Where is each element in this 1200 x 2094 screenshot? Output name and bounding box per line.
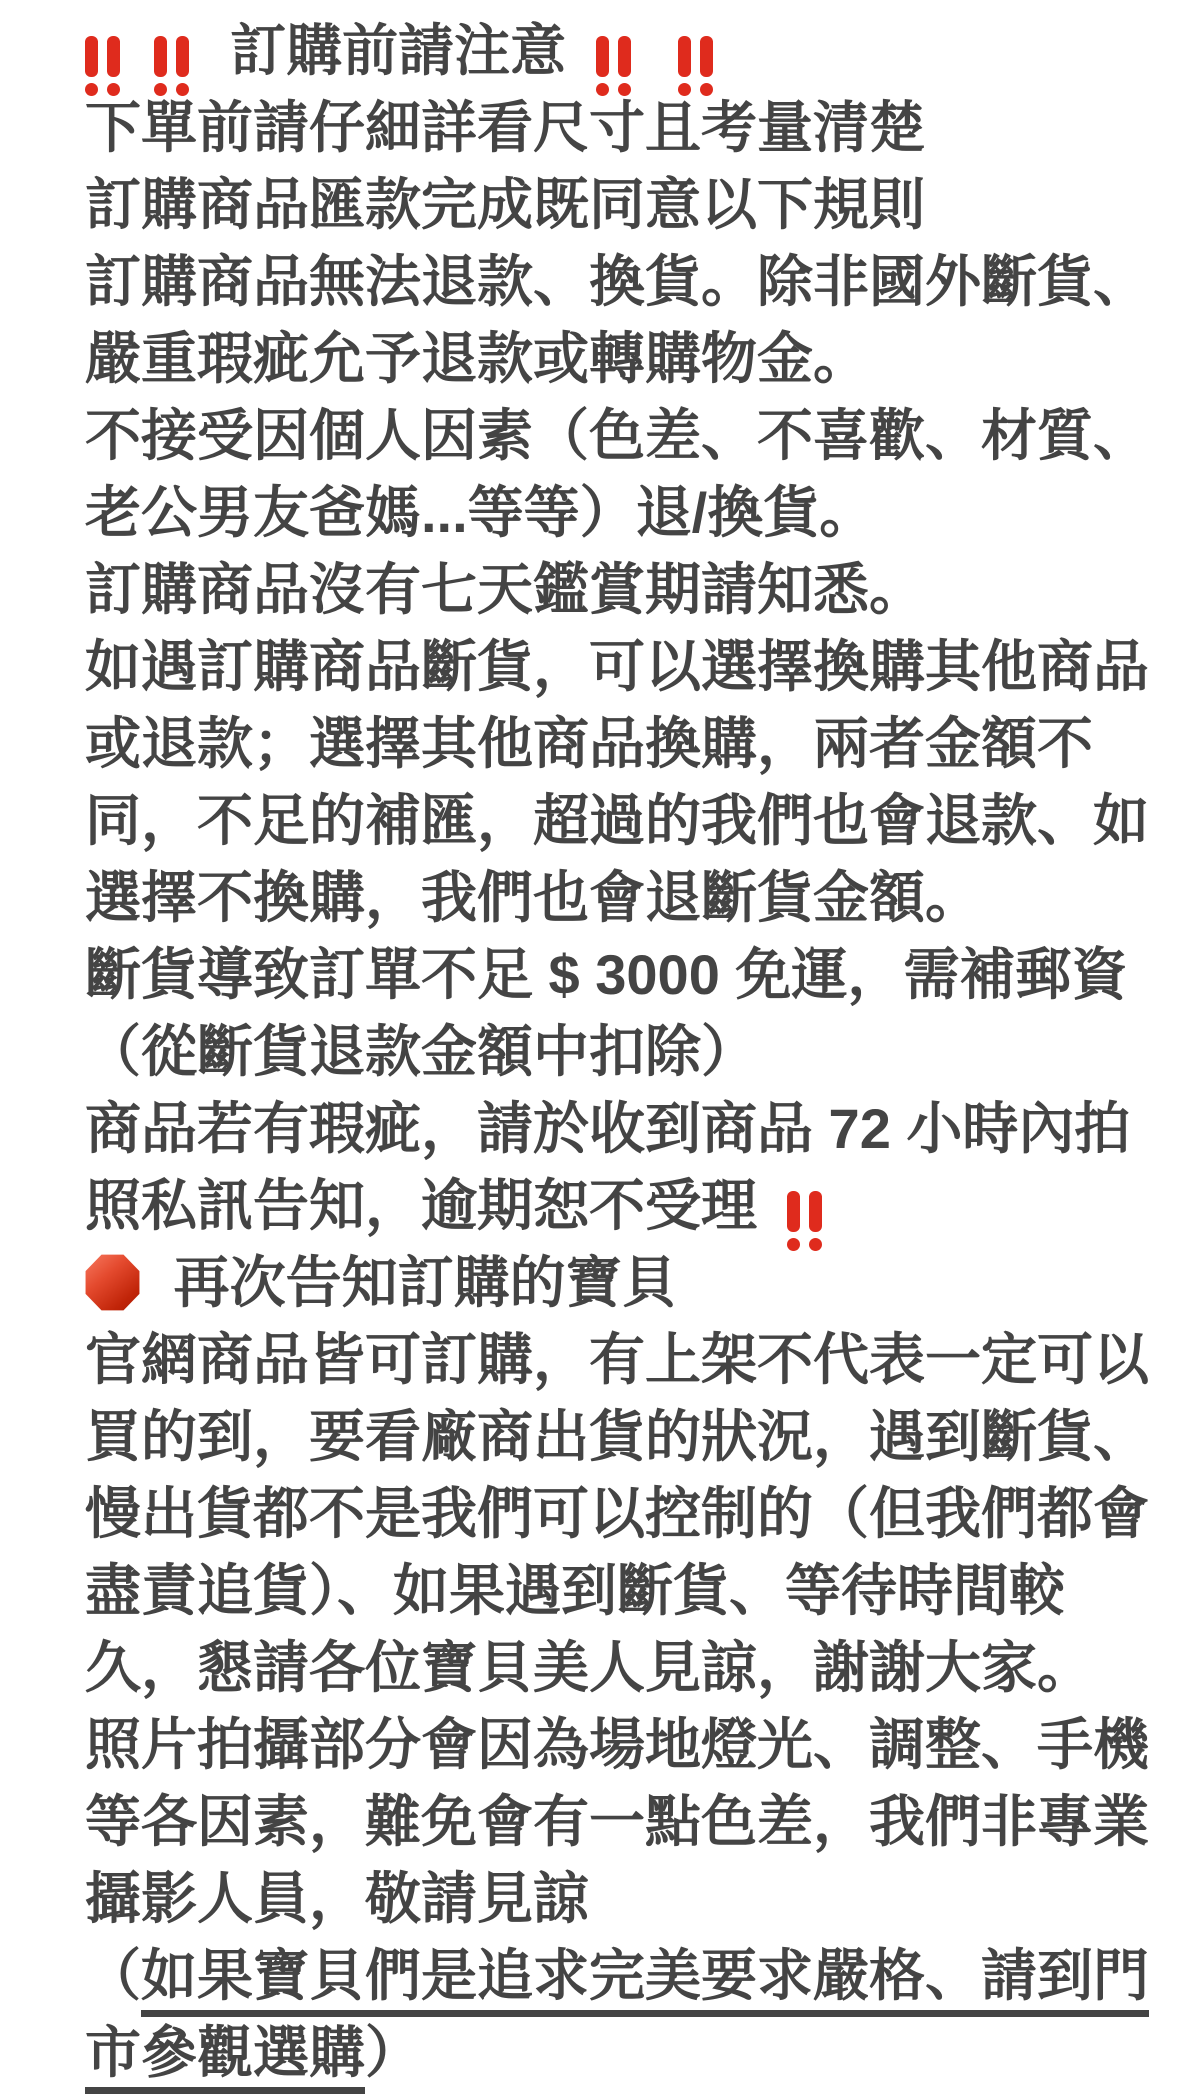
notice-line: 訂購商品沒有七天鑑賞期請知悉。 [85,558,925,621]
notice-line: 久，懇請各位寶貝美人見諒，謝謝大家。 [85,1636,1093,1699]
notice-line: 選擇不換購，我們也會退斷貨金額。 [85,866,981,929]
footnote-underlined-text: 市參觀選購 [85,2021,365,2094]
notice-line: 同，不足的補匯，超過的我們也會退款、如 [85,789,1149,852]
double-exclamation-icon [85,36,120,96]
notice-line: 不接受因個人因素（色差、不喜歡、材質、 [85,404,1149,467]
footnote-close-paren: ） [365,2021,421,2084]
notice-line-text: 照私訊告知，逾期恕不受理 [85,1174,757,1237]
notice-line: 如遇訂購商品斷貨，可以選擇換購其他商品 [85,635,1149,698]
stop-sign-icon [85,1254,140,1311]
notice-line: 嚴重瑕疵允予退款或轉購物金。 [85,327,869,390]
footnote-open-paren: （ [85,1944,141,2007]
notice-line: （從斷貨退款金額中扣除） [85,1020,757,1083]
double-exclamation-icon [154,36,189,96]
notice-line-text: 再次告知訂購的寶貝 [173,1251,678,1314]
notice-line: 照片拍攝部分會因為場地燈光、調整、手機 [85,1713,1149,1776]
notice-line: 攝影人員，敬請見諒 [85,1867,589,1930]
notice-line [85,1244,1180,1321]
notice-line: 或退款；選擇其他商品換購，兩者金額不 [85,712,1093,775]
notice-line [85,1167,1180,1244]
notice-line: 訂購商品匯款完成既同意以下規則 [85,173,925,236]
notice-line: 官網商品皆可訂購，有上架不代表一定可以 [85,1328,1149,1391]
notice-line: 盡責追貨）、如果遇到斷貨、等待時間較 [85,1559,1065,1622]
double-exclamation-icon [678,36,713,96]
notice-line: 商品若有瑕疵，請於收到商品 72 小時內拍 [85,1097,1131,1160]
notice-line: 斷貨導致訂單不足 $ 3000 免運，需補郵資 [85,943,1128,1006]
notice-footnote-line [85,2014,1180,2091]
double-exclamation-icon [596,36,631,96]
double-exclamation-icon [787,1191,822,1251]
notice-line: 老公男友爸媽...等等）退/換貨。 [85,481,876,544]
notice-line: 等各因素，難免會有一點色差，我們非專業 [85,1790,1149,1853]
notice-line: 訂購商品無法退款、換貨。除非國外斷貨、 [85,250,1149,313]
notice-title: 訂購前請注意 [230,19,567,82]
notice-line: 慢出貨都不是我們可以控制的（但我們都會 [85,1482,1149,1545]
notice-title-line [85,12,1180,89]
notice-footnote-line [85,1937,1180,2014]
footnote-underlined-text: 如果寶貝們是追求完美要求嚴格、請到門 [141,1944,1149,2017]
notice-line: 下單前請仔細詳看尺寸且考量清楚 [85,96,925,159]
notice-line: 買的到，要看廠商出貨的狀況，遇到斷貨、 [85,1405,1149,1468]
